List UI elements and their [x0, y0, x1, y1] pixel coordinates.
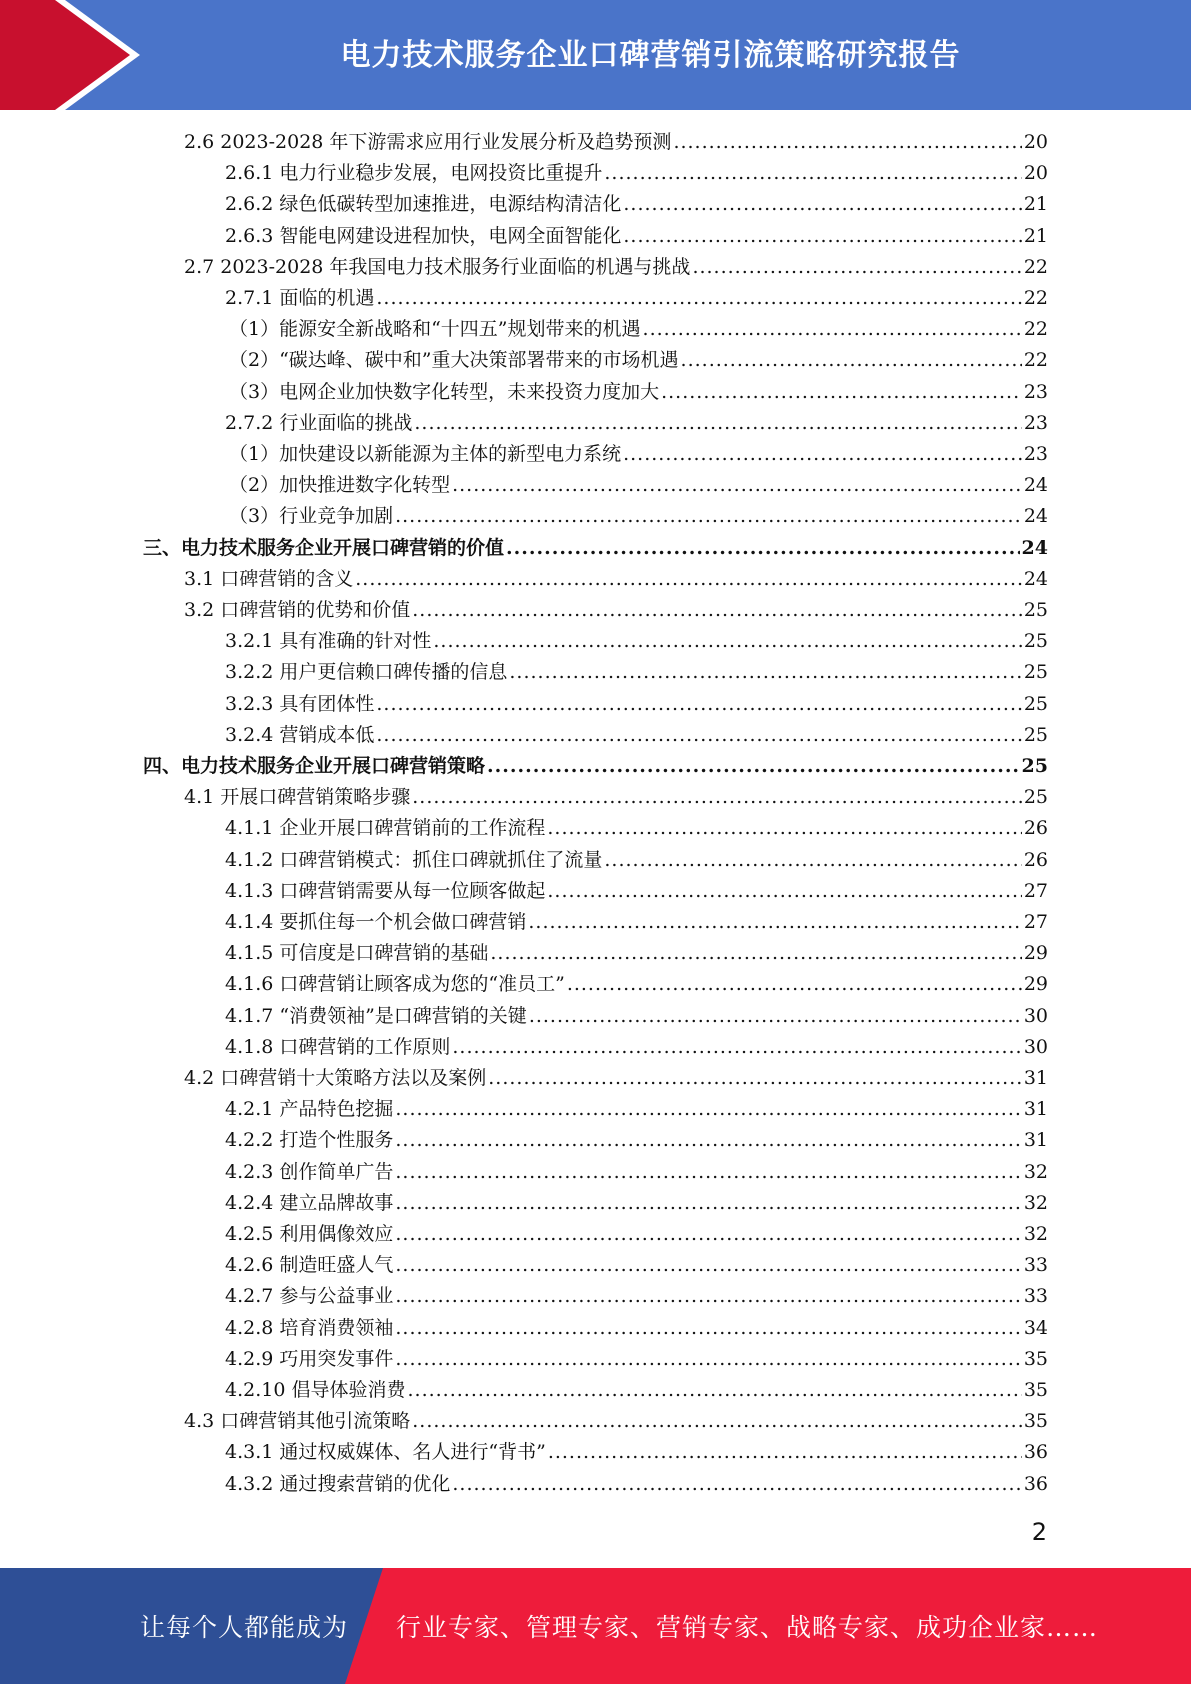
- toc-entry-title: 4.1 开展口碑营销策略步骤: [184, 786, 411, 809]
- toc-entry-title: 2.6.2 绿色低碳转型加速推进，电源结构清洁化: [225, 193, 622, 216]
- toc-dot-leader: [604, 158, 1021, 189]
- toc-entry-page: 22: [1023, 318, 1048, 341]
- toc-dot-leader: [395, 501, 1022, 532]
- toc-entry[interactable]: [225, 1344, 1048, 1375]
- toc-entry-page: 33: [1023, 1285, 1048, 1308]
- toc-entry-title: 4.2.10 倡导体验消费: [225, 1379, 406, 1401]
- toc-entry-title: 四、电力技术服务企业开展口碑营销策略: [143, 755, 486, 777]
- toc-entry[interactable]: [184, 127, 1048, 158]
- toc-entry[interactable]: [225, 1219, 1048, 1250]
- toc-dot-leader: [376, 689, 1021, 720]
- page-footer: [0, 1568, 1191, 1684]
- toc-entry-title: 4.1.4 要抓住每一个机会做口碑营销: [225, 911, 527, 933]
- toc-entry-title: 2.7 2023-2028 年我国电力技术服务行业面临的机遇与挑战: [184, 255, 691, 278]
- toc-dot-leader: [452, 470, 1022, 501]
- toc-entry-title: 2.7.2 行业面临的挑战: [225, 411, 413, 434]
- toc-entry-page: 25: [1021, 755, 1048, 777]
- toc-entry[interactable]: [225, 189, 1048, 220]
- toc-entry-page: 24: [1023, 474, 1048, 497]
- toc-entry-page: 23: [1023, 443, 1048, 465]
- toc-entry-page: 20: [1023, 131, 1048, 153]
- toc-dot-leader: [376, 720, 1021, 751]
- toc-dot-leader: [623, 221, 1021, 252]
- toc-dot-leader: [395, 1281, 1021, 1312]
- toc-entry-title: 4.2.2 打造个性服务: [225, 1129, 394, 1152]
- toc-dot-leader: [407, 1375, 1021, 1406]
- toc-dot-leader: [395, 1094, 1021, 1125]
- toc-dot-leader: [623, 439, 1022, 470]
- toc-entry-title: 4.2.9 巧用突发事件: [225, 1347, 394, 1370]
- toc-entry-page: 34: [1023, 1316, 1048, 1339]
- toc-entry-title: 4.1.2 口碑营销模式：抓住口碑就抓住了流量: [225, 848, 603, 871]
- toc-entry-title: 4.2.3 创作简单广告: [225, 1160, 394, 1183]
- toc-entry-title: 2.7.1 面临的机遇: [225, 287, 375, 309]
- toc-entry[interactable]: [184, 1406, 1048, 1437]
- toc-entry[interactable]: [184, 252, 1048, 283]
- toc-entry-title: （2）加快推进数字化转型: [229, 474, 451, 497]
- toc-entry-title: 2.6.1 电力行业稳步发展，电网投资比重提升: [225, 162, 603, 185]
- toc-entry[interactable]: [184, 595, 1048, 626]
- toc-dot-leader: [395, 1313, 1021, 1344]
- toc-entry[interactable]: [225, 1001, 1048, 1032]
- toc-dot-leader: [452, 1469, 1021, 1500]
- toc-entry[interactable]: [225, 1375, 1048, 1406]
- toc-entry-page: 35: [1023, 1347, 1048, 1370]
- toc-entry-page: 24: [1023, 505, 1048, 528]
- toc-dot-leader: [412, 595, 1022, 626]
- toc-entry-page: 27: [1023, 879, 1048, 902]
- toc-entry[interactable]: [225, 1032, 1048, 1063]
- toc-entry[interactable]: [225, 283, 1048, 314]
- toc-entry[interactable]: [143, 533, 1048, 564]
- toc-entry[interactable]: [229, 470, 1048, 501]
- toc-entry-title: 3.2.4 营销成本低: [225, 723, 375, 746]
- toc-entry-title: 4.2.1 产品特色挖掘: [225, 1098, 394, 1121]
- toc-dot-leader: [548, 1437, 1022, 1468]
- toc-entry-page: 22: [1023, 255, 1048, 278]
- toc-entry[interactable]: [225, 876, 1048, 907]
- toc-entry-title: 4.3 口碑营销其他引流策略: [184, 1410, 411, 1433]
- toc-entry-page: 31: [1023, 1129, 1048, 1152]
- toc-dot-leader: [488, 1063, 1022, 1094]
- toc-entry[interactable]: [225, 1188, 1048, 1219]
- toc-entry-page: 23: [1023, 380, 1048, 403]
- toc-entry[interactable]: [225, 1437, 1048, 1468]
- toc-entry-page: 22: [1023, 349, 1048, 372]
- toc-entry-title: 4.1.8 口碑营销的工作原则: [225, 1035, 451, 1058]
- toc-entry-page: 25: [1023, 599, 1048, 621]
- header-title: 电力技术服务企业口碑营销引流策略研究报告: [340, 38, 961, 73]
- toc-entry-title: 4.1.3 口碑营销需要从每一位顾客做起: [225, 879, 546, 902]
- toc-entry-title: 3.1 口碑营销的含义: [184, 567, 354, 590]
- toc-entry[interactable]: [225, 1469, 1048, 1500]
- toc-entry-page: 32: [1023, 1160, 1048, 1183]
- toc-dot-leader: [567, 969, 1022, 1000]
- toc-dot-leader: [528, 907, 1021, 938]
- toc-entry[interactable]: [229, 439, 1048, 470]
- toc-entry-page: 25: [1023, 661, 1048, 684]
- toc-entry-page: 33: [1023, 1254, 1048, 1277]
- toc-entry[interactable]: [225, 221, 1048, 252]
- toc-entry-page: 35: [1023, 1410, 1048, 1433]
- toc-entry-page: 21: [1023, 193, 1048, 216]
- toc-entry-page: 20: [1023, 162, 1048, 185]
- toc-entry-title: 4.2.5 利用偶像效应: [225, 1223, 394, 1245]
- toc-dot-leader: [506, 533, 1020, 564]
- toc-entry[interactable]: [225, 907, 1048, 938]
- toc-entry-title: 2.6.3 智能电网建设进程加快，电网全面智能化: [225, 224, 622, 247]
- toc-dot-leader: [681, 345, 1022, 376]
- toc-entry[interactable]: [225, 1125, 1048, 1156]
- toc-dot-leader: [623, 189, 1021, 220]
- toc-entry-title: （2）“碳达峰、碳中和”重大决策部署带来的市场机遇: [229, 349, 679, 372]
- toc-entry[interactable]: [229, 314, 1048, 345]
- toc-entry[interactable]: [225, 657, 1048, 688]
- toc-entry[interactable]: [225, 969, 1048, 1000]
- toc-entry-page: 23: [1023, 411, 1048, 434]
- toc-entry[interactable]: [225, 158, 1048, 189]
- toc-entry-page: 31: [1023, 1098, 1048, 1121]
- toc-entry[interactable]: [225, 1157, 1048, 1188]
- toc-entry[interactable]: [229, 501, 1048, 532]
- toc-entry-title: 3.2 口碑营销的优势和价值: [184, 599, 411, 621]
- toc-entry[interactable]: [225, 689, 1048, 720]
- toc-entry[interactable]: [225, 408, 1048, 439]
- toc-entry-title: 3.2.3 具有团体性: [225, 692, 375, 715]
- toc-entry-title: 4.1.5 可信度是口碑营销的基础: [225, 942, 489, 965]
- toc-dot-leader: [661, 377, 1022, 408]
- toc-entry-title: 4.3.1 通过权威媒体、名人进行“背书”: [225, 1441, 546, 1464]
- toc-entry[interactable]: [225, 1094, 1048, 1125]
- footer-slogan-left: 让每个人都能成为: [140, 1613, 349, 1642]
- toc-entry-title: 2.6 2023-2028 年下游需求应用行业发展分析及趋势预测: [184, 131, 672, 153]
- toc-entry-title: 3.2.1 具有准确的针对性: [225, 630, 432, 653]
- toc-dot-leader: [395, 1188, 1021, 1219]
- toc-entry-title: 4.2 口碑营销十大策略方法以及案例: [184, 1067, 487, 1089]
- toc-entry[interactable]: [184, 782, 1048, 813]
- toc-entry[interactable]: [225, 1313, 1048, 1344]
- toc-dot-leader: [673, 127, 1021, 158]
- toc-entry[interactable]: [225, 1281, 1048, 1312]
- toc-entry-page: 31: [1023, 1067, 1048, 1089]
- toc-entry[interactable]: [229, 345, 1048, 376]
- toc-dot-leader: [529, 1001, 1022, 1032]
- toc-entry-page: 24: [1023, 567, 1048, 590]
- toc-entry-page: 25: [1023, 723, 1048, 746]
- toc-entry[interactable]: [225, 845, 1048, 876]
- page-header: [0, 0, 1191, 110]
- toc-dot-leader: [692, 252, 1021, 283]
- toc-dot-leader: [643, 314, 1022, 345]
- toc-entry-page: 30: [1023, 1035, 1048, 1058]
- toc-entry-title: 4.2.8 培育消费领袖: [225, 1316, 394, 1339]
- toc-dot-leader: [487, 751, 1020, 782]
- toc-dot-leader: [490, 938, 1021, 969]
- toc-entry-page: 36: [1023, 1472, 1048, 1495]
- toc-entry[interactable]: [229, 377, 1048, 408]
- toc-entry[interactable]: [225, 720, 1048, 751]
- toc-entry[interactable]: [225, 626, 1048, 657]
- toc-entry[interactable]: [225, 1250, 1048, 1281]
- toc-entry[interactable]: [184, 564, 1048, 595]
- toc-entry[interactable]: [143, 751, 1048, 782]
- toc-entry-title: 三、电力技术服务企业开展口碑营销的价值: [143, 536, 505, 559]
- toc-entry[interactable]: [225, 938, 1048, 969]
- toc-dot-leader: [509, 657, 1021, 688]
- toc-dot-leader: [604, 845, 1021, 876]
- toc-dot-leader: [412, 782, 1022, 813]
- toc-dot-leader: [414, 408, 1021, 439]
- toc-entry-page: 24: [1021, 536, 1048, 559]
- toc-dot-leader: [376, 283, 1021, 314]
- toc-dot-leader: [547, 876, 1021, 907]
- toc-dot-leader: [452, 1032, 1021, 1063]
- toc-dot-leader: [412, 1406, 1022, 1437]
- toc-entry-title: 4.2.4 建立品牌故事: [225, 1191, 394, 1214]
- toc-entry-title: 3.2.2 用户更信赖口碑传播的信息: [225, 661, 508, 684]
- toc-entry-page: 25: [1023, 692, 1048, 715]
- toc-entry-title: 4.1.1 企业开展口碑营销前的工作流程: [225, 817, 546, 840]
- toc-entry-page: 35: [1023, 1379, 1048, 1401]
- toc-entry-title: 4.2.7 参与公益事业: [225, 1285, 394, 1308]
- toc-dot-leader: [547, 813, 1021, 844]
- toc-entry-title: 4.2.6 制造旺盛人气: [225, 1254, 394, 1277]
- toc-entry-page: 22: [1023, 287, 1048, 309]
- toc-entry-page: 32: [1023, 1223, 1048, 1245]
- toc-dot-leader: [355, 564, 1022, 595]
- toc-entry-title: 4.3.2 通过搜索营销的优化: [225, 1472, 451, 1495]
- toc-entry-title: 4.1.6 口碑营销让顾客成为您的“准员工”: [225, 973, 565, 996]
- toc-dot-leader: [395, 1250, 1021, 1281]
- toc-dot-leader: [395, 1157, 1021, 1188]
- toc-dot-leader: [395, 1125, 1021, 1156]
- page-number: 2: [1031, 1518, 1047, 1546]
- toc-entry-page: 30: [1023, 1004, 1048, 1027]
- toc-entry-title: 4.1.7 “消费领袖”是口碑营销的关键: [225, 1004, 527, 1027]
- toc-entry-title: （1）加快建设以新能源为主体的新型电力系统: [229, 443, 622, 465]
- toc-entry-page: 21: [1023, 224, 1048, 247]
- toc-entry-title: （3）行业竞争加剧: [229, 505, 394, 528]
- toc-entry-page: 27: [1023, 911, 1048, 933]
- toc-entry-page: 29: [1023, 942, 1048, 965]
- toc-entry-page: 36: [1023, 1441, 1048, 1464]
- toc-entry-page: 26: [1023, 848, 1048, 871]
- toc-dot-leader: [395, 1344, 1021, 1375]
- toc-entry[interactable]: [225, 813, 1048, 844]
- toc-entry-title: （1）能源安全新战略和“十四五”规划带来的机遇: [229, 318, 641, 341]
- toc-entry-page: 32: [1023, 1191, 1048, 1214]
- toc-entry-title: （3）电网企业加快数字化转型，未来投资力度加大: [229, 380, 660, 403]
- toc-dot-leader: [395, 1219, 1021, 1250]
- toc-entry-page: 29: [1023, 973, 1048, 996]
- toc-entry[interactable]: [184, 1063, 1048, 1094]
- toc-dot-leader: [433, 626, 1021, 657]
- toc-entry-page: 25: [1023, 630, 1048, 653]
- toc-entry-page: 26: [1023, 817, 1048, 840]
- footer-slogan-right: 行业专家、管理专家、营销专家、战略专家、成功企业家……: [396, 1613, 1099, 1642]
- toc-entry-page: 25: [1023, 786, 1048, 809]
